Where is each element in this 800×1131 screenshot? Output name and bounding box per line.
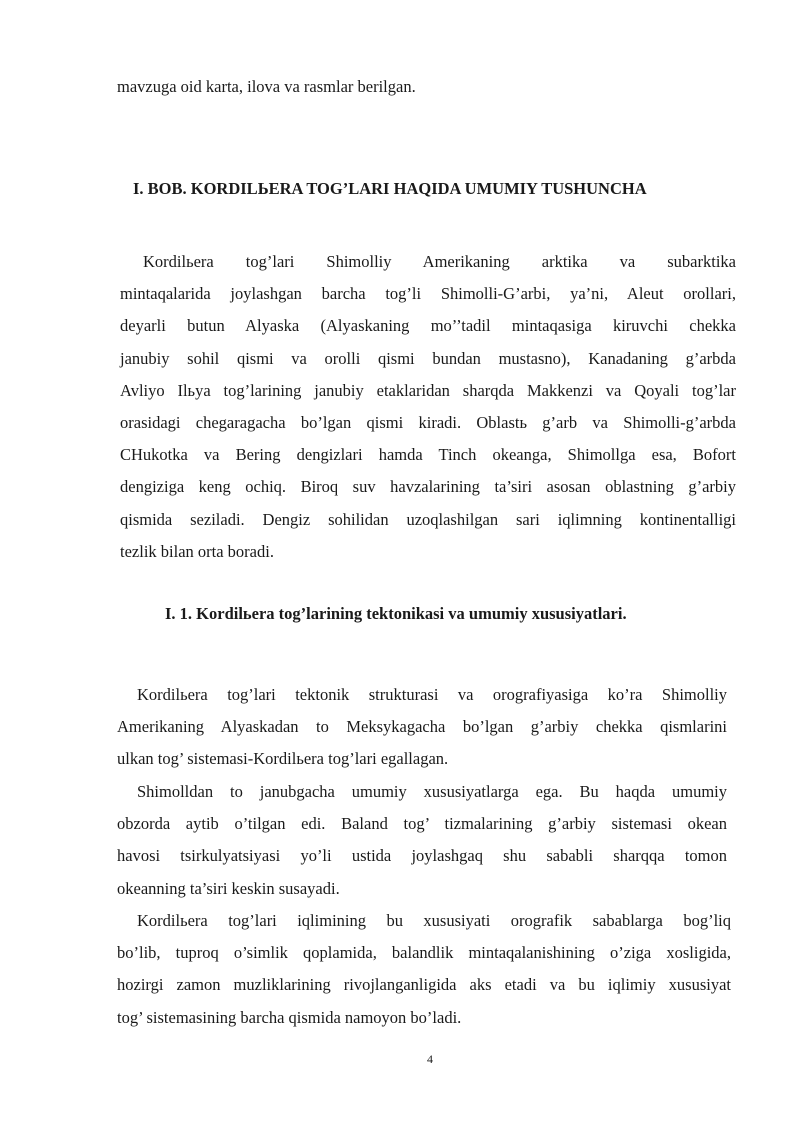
chapter-heading: I. BOB. KORDILЬERA TOG’LARI HAQIDA UMUMIY TUSHUNCHA [133, 179, 647, 198]
paragraph-line: okeanning ta’siri keskin susayadi. [117, 878, 340, 898]
paragraph-tectonics [117, 679, 727, 776]
paragraph-features [117, 776, 727, 905]
paragraph-climate [117, 905, 731, 1034]
paragraph-chapter-intro [120, 246, 736, 568]
paragraph-line: qismida seziladi. Dengiz sohilidan uzoqlashilgan sari iqlimning kontinentalligi [120, 509, 736, 529]
paragraph-line: dengiziga keng ochiq. Biroq suv havzalarining ta’siri asosan oblastning g’arbiy [120, 477, 736, 497]
paragraph-line: havosi tsirkulyatsiyasi yo’li ustida joylashgaq shu sababli sharqqa tomon [117, 846, 727, 866]
paragraph-line: ulkan tog’ sistemasi-Kordilьera tog’lari egallagan. [117, 749, 449, 769]
page-number: 4 [427, 1052, 433, 1066]
paragraph-line: tezlik bilan orta boradi. [120, 541, 274, 561]
paragraph-line: mintaqalarida joylashgan barcha tog’li Shimolli-G’arbi, ya’ni, Aleut orollari, [120, 284, 736, 304]
paragraph-line: CHukotka va Bering dengizlari hamda Tinch okeanga, Shimollga esa, Bofort [120, 445, 736, 465]
paragraph-line: orasidagi chegaragacha bo’lgan qismi kiradi. Oblastь g’arb va Shimolli-g’arbda [120, 413, 736, 433]
paragraph-line: hozirgi zamon muzliklarining rivojlanganligida aks etadi va bu iqlimiy xususiyat [117, 975, 731, 995]
paragraph-line: deyarli butun Alyaska (Alyaskaning mo’’tadil mintaqasiga kiruvchi chekka [120, 316, 736, 336]
paragraph-line: Kordilьera tog’lari iqlimining bu xususiyati orografik sabablarga bog’liq [137, 911, 731, 930]
paragraph-line: bo’lib, tuproq o’simlik qoplamida, balandlik mintaqalanishining o’ziga xosligida, [117, 943, 731, 963]
paragraph-line: Kordilьera tog’lari Shimolliy Amerikaning arktika va subarktika [143, 252, 736, 271]
section-heading: I. 1. Kordilьera tog’larining tektonikasi va umumiy xususiyatlari. [165, 604, 627, 623]
paragraph-line: janubiy sohil qismi va orolli qismi bundan mustasno), Kanadaning g’arbda [120, 348, 736, 368]
intro-text-line: mavzuga oid karta, ilova va rasmlar berilgan. [117, 77, 416, 96]
paragraph-line: Amerikaning Alyaskadan to Meksykagacha bo’lgan g’arbiy chekka qismlarini [117, 717, 727, 737]
paragraph-line: Shimolldan to janubgacha umumiy xususiyatlarga ega. Bu haqda umumiy [137, 782, 727, 801]
paragraph-line: obzorda aytib o’tilgan edi. Baland tog’ tizmalarining g’arbiy sistemasi okean [117, 814, 727, 834]
paragraph-line: tog’ sistemasining barcha qismida namoyon bo’ladi. [117, 1007, 462, 1027]
paragraph-line: Kordilьera tog’lari tektonik strukturasi va orografiyasiga ko’ra Shimolliy [137, 685, 727, 704]
paragraph-line: Avliyo Ilьya tog’larining janubiy etaklaridan sharqda Makkenzi va Qoyali tog’lar [120, 380, 736, 400]
